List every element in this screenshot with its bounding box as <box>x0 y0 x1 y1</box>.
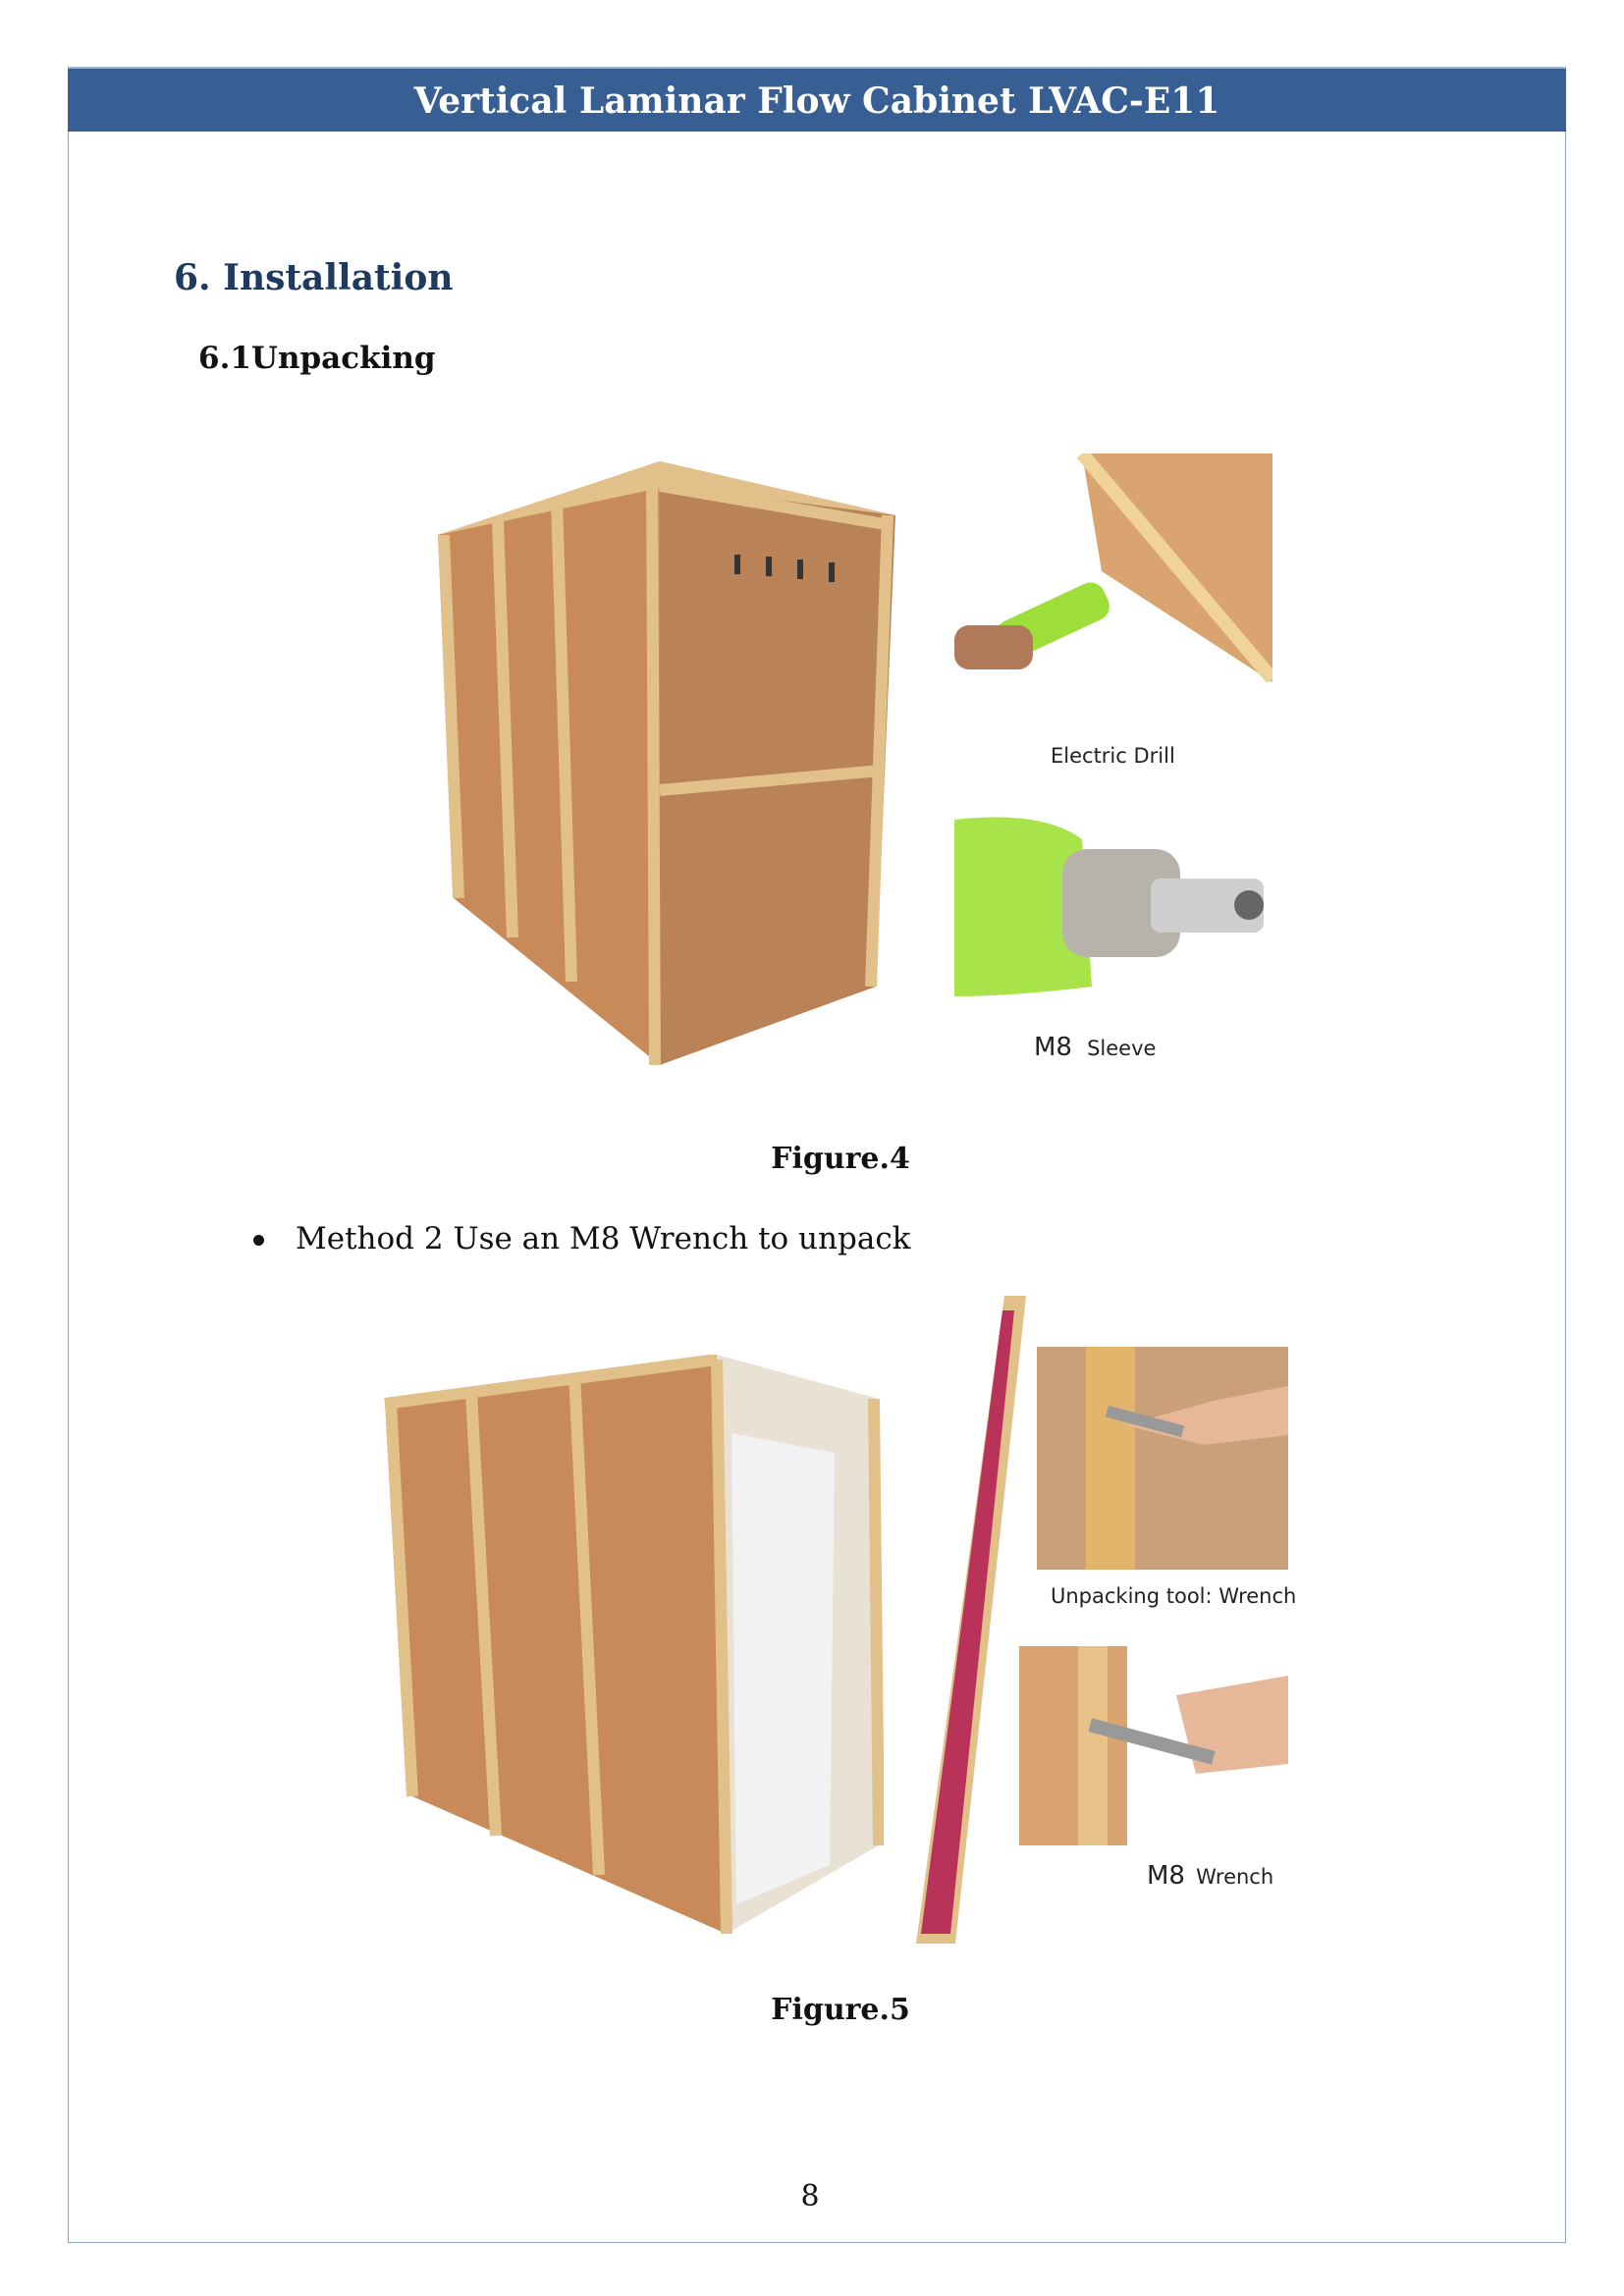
sleeve-size: M8 <box>1034 1033 1072 1062</box>
figure-4-caption: Figure.4 <box>771 1142 910 1176</box>
sleeve-photo <box>954 810 1272 996</box>
page-header: Vertical Laminar Flow Cabinet LVAC-E11 <box>68 67 1566 132</box>
wrench-text: Wrench <box>1196 1865 1274 1889</box>
bullet-icon <box>253 1235 264 1246</box>
figure-5-caption: Figure.5 <box>771 1993 910 2027</box>
drill-photo <box>954 454 1272 682</box>
subsection-heading: 6.1Unpacking <box>198 341 436 376</box>
wrench-size: M8 <box>1147 1861 1185 1891</box>
wrench-photo-1 <box>1037 1347 1288 1570</box>
sleeve-label <box>1034 1033 1156 1062</box>
sleeve-text: Sleeve <box>1087 1037 1157 1060</box>
wrench-tool-label: Unpacking tool: Wrench <box>1051 1584 1297 1608</box>
crate-photo <box>434 456 895 1085</box>
bullet-text: Method 2 Use an M8 Wrench to unpack <box>296 1221 911 1256</box>
crate-panel-photo <box>916 1296 1026 1944</box>
open-crate-photo <box>383 1355 884 1944</box>
drill-label: Electric Drill <box>1051 744 1175 768</box>
page-number: 8 <box>800 2179 820 2214</box>
wrench-photo-2 <box>1019 1646 1288 1845</box>
section-heading: 6. Installation <box>174 257 454 298</box>
m8-wrench-label <box>1147 1861 1273 1891</box>
bullet-item <box>253 1221 910 1256</box>
